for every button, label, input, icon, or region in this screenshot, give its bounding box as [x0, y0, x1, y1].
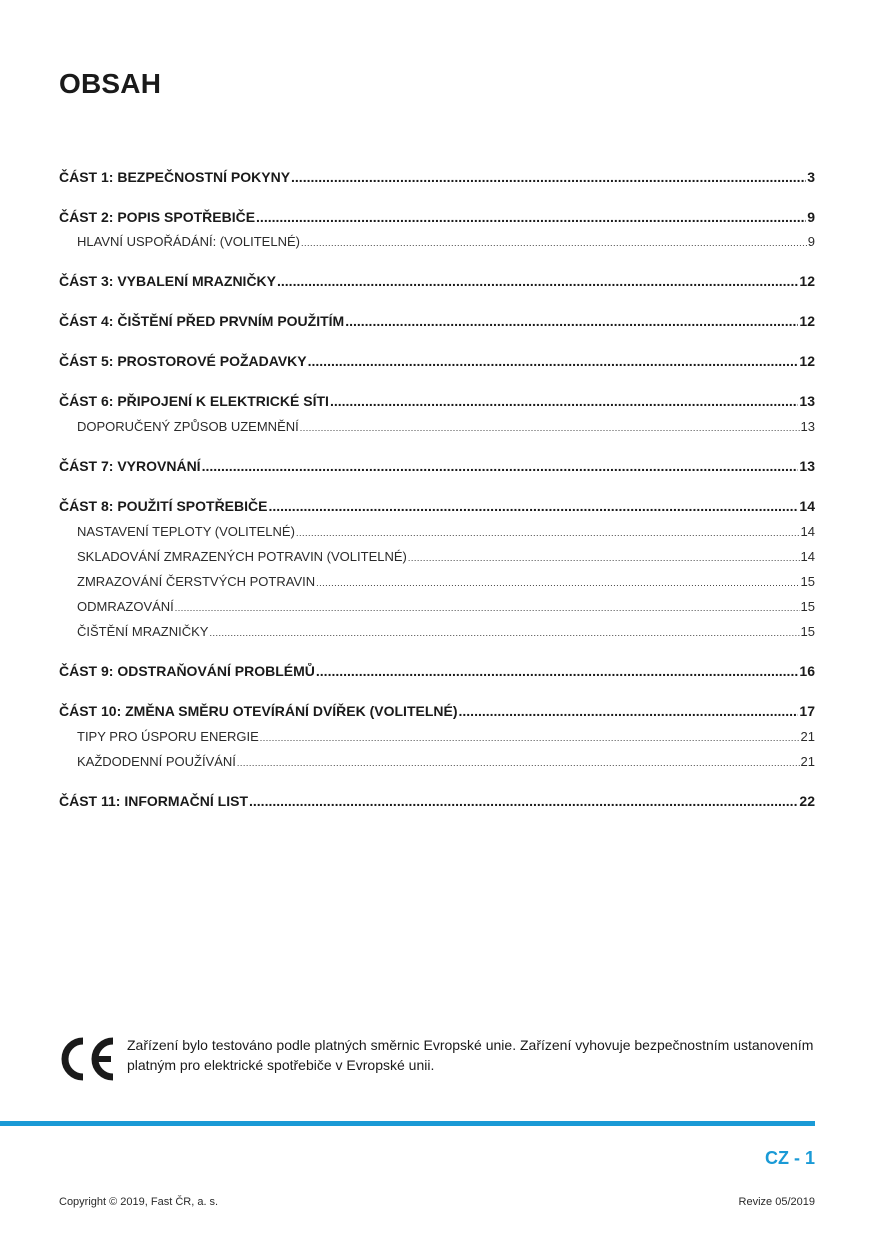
toc-entry-page: 13: [799, 393, 815, 409]
toc-subentry-page: 13: [800, 419, 815, 434]
toc-entry-part-7[interactable]: [59, 458, 815, 478]
toc-subentry-page: 15: [800, 624, 815, 639]
toc-entry-part-4[interactable]: [59, 313, 815, 333]
toc-entry-label: ČÁST 11: INFORMAČNÍ LIST: [59, 793, 249, 809]
ce-notice-text: Zařízení bylo testováno podle platných směrnic Evropské unie. Zařízení vyhovuje bezpečnostním ustanovením platným pro elektrické spotřebiče v Evropské unii.: [127, 1037, 814, 1073]
toc-dot-leader: [209, 628, 799, 638]
toc-subentry-main-layout[interactable]: [59, 234, 815, 252]
toc-dot-leader: [277, 273, 798, 289]
revision-text: Revize 05/2019: [738, 1196, 815, 1208]
toc-subentry-frozen-storage[interactable]: [59, 549, 815, 567]
toc-entry-page: 13: [799, 458, 815, 474]
toc-subentry-label: HLAVNÍ USPOŘÁDÁNÍ: (VOLITELNÉ): [77, 234, 300, 249]
toc-dot-leader: [237, 758, 800, 768]
toc-dot-leader: [316, 578, 799, 588]
toc-subentry-label: TIPY PRO ÚSPORU ENERGIE: [77, 729, 259, 744]
toc-entry-part-1[interactable]: [59, 169, 815, 189]
toc-entry-label: ČÁST 10: ZMĚNA SMĚRU OTEVÍRÁNÍ DVÍŘEK (VOLITELNÉ): [59, 703, 458, 719]
toc-subentry-page: 14: [800, 549, 815, 564]
toc-subentry-temperature[interactable]: [59, 524, 815, 542]
toc-dot-leader: [345, 313, 798, 329]
toc-subentry-label: KAŽDODENNÍ POUŽÍVÁNÍ: [77, 754, 236, 769]
toc-subentry-label: SKLADOVÁNÍ ZMRAZENÝCH POTRAVIN (VOLITELNÉ): [77, 549, 407, 564]
toc-entry-part-2[interactable]: [59, 209, 815, 229]
toc-dot-leader: [291, 169, 806, 185]
page-number: CZ - 1: [764, 1148, 815, 1168]
toc-dot-leader: [300, 423, 800, 433]
toc-entry-page: 14: [799, 498, 815, 514]
toc-entry-part-9[interactable]: [59, 663, 815, 683]
toc-entry-page: 16: [799, 663, 815, 679]
ce-notice: [59, 1035, 815, 1085]
toc-dot-leader: [316, 663, 799, 679]
toc-dot-leader: [175, 603, 800, 613]
toc-subentry-label: NASTAVENÍ TEPLOTY (VOLITELNÉ): [77, 524, 295, 539]
toc-entry-label: ČÁST 8: POUŽITÍ SPOTŘEBIČE: [59, 498, 268, 514]
toc-entry-part-3[interactable]: [59, 273, 815, 293]
toc-subentry-fresh-freezing[interactable]: [59, 574, 815, 592]
toc-entry-label: ČÁST 5: PROSTOROVÉ POŽADAVKY: [59, 353, 307, 369]
toc-subentry-energy-tips[interactable]: [59, 729, 815, 747]
toc-entry-page: 12: [799, 353, 815, 369]
toc-entry-part-10[interactable]: [59, 703, 815, 723]
toc-dot-leader: [459, 703, 799, 719]
toc-entry-label: ČÁST 6: PŘIPOJENÍ K ELEKTRICKÉ SÍTI: [59, 393, 329, 409]
toc-entry-label: ČÁST 7: VYROVNÁNÍ: [59, 458, 201, 474]
toc-entry-part-11[interactable]: [59, 793, 815, 813]
toc-dot-leader: [308, 353, 799, 369]
toc-dot-leader: [268, 498, 798, 514]
toc-subentry-page: 21: [800, 754, 815, 769]
toc-entry-page: 17: [799, 703, 815, 719]
toc-entry-label: ČÁST 2: POPIS SPOTŘEBIČE: [59, 209, 256, 225]
page-title: OBSAH: [59, 68, 162, 99]
footer-divider: [0, 1121, 815, 1126]
copyright-text: Copyright © 2019, Fast ČR, a. s.: [59, 1196, 219, 1208]
toc-dot-leader: [330, 393, 798, 409]
toc-subentry-page: 14: [800, 524, 815, 539]
toc-entry-label: ČÁST 4: ČIŠTĚNÍ PŘED PRVNÍM POUŽITÍM: [59, 313, 345, 329]
toc-subentry-label: DOPORUČENÝ ZPŮSOB UZEMNĚNÍ: [77, 419, 299, 434]
toc-dot-leader: [408, 553, 800, 563]
toc-subentry-label: ČIŠTĚNÍ MRAZNIČKY: [77, 624, 209, 639]
toc-subentry-daily-use[interactable]: [59, 754, 815, 772]
ce-mark-icon: [59, 1037, 117, 1081]
toc-entry-part-5[interactable]: [59, 353, 815, 373]
toc-entry-label: ČÁST 1: BEZPEČNOSTNÍ POKYNY: [59, 169, 291, 185]
toc-subentry-page: 15: [800, 599, 815, 614]
toc-subentry-page: 15: [800, 574, 815, 589]
toc-dot-leader: [256, 209, 806, 225]
toc-dot-leader: [202, 458, 799, 474]
toc-entry-page: 12: [799, 273, 815, 289]
toc-entry-label: ČÁST 3: VYBALENÍ MRAZNIČKY: [59, 273, 277, 289]
toc-entry-part-8[interactable]: [59, 498, 815, 518]
toc-entry-page: 22: [799, 793, 815, 809]
toc-subentry-grounding[interactable]: [59, 419, 815, 437]
toc-entry-part-6[interactable]: [59, 393, 815, 413]
toc-dot-leader: [260, 733, 800, 743]
toc-subentry-label: ODMRAZOVÁNÍ: [77, 599, 174, 614]
toc-entry-page: 9: [807, 209, 815, 225]
toc-dot-leader: [301, 238, 807, 248]
toc-subentry-cleaning[interactable]: [59, 624, 815, 642]
toc-subentry-defrosting[interactable]: [59, 599, 815, 617]
toc-entry-label: ČÁST 9: ODSTRAŇOVÁNÍ PROBLÉMŮ: [59, 663, 315, 679]
toc-entry-page: 12: [799, 313, 815, 329]
toc-dot-leader: [296, 528, 800, 538]
toc-dot-leader: [249, 793, 798, 809]
toc-subentry-page: 21: [800, 729, 815, 744]
toc-subentry-label: ZMRAZOVÁNÍ ČERSTVÝCH POTRAVIN: [77, 574, 316, 589]
toc-subentry-page: 9: [807, 234, 815, 249]
toc-entry-page: 3: [807, 169, 815, 185]
